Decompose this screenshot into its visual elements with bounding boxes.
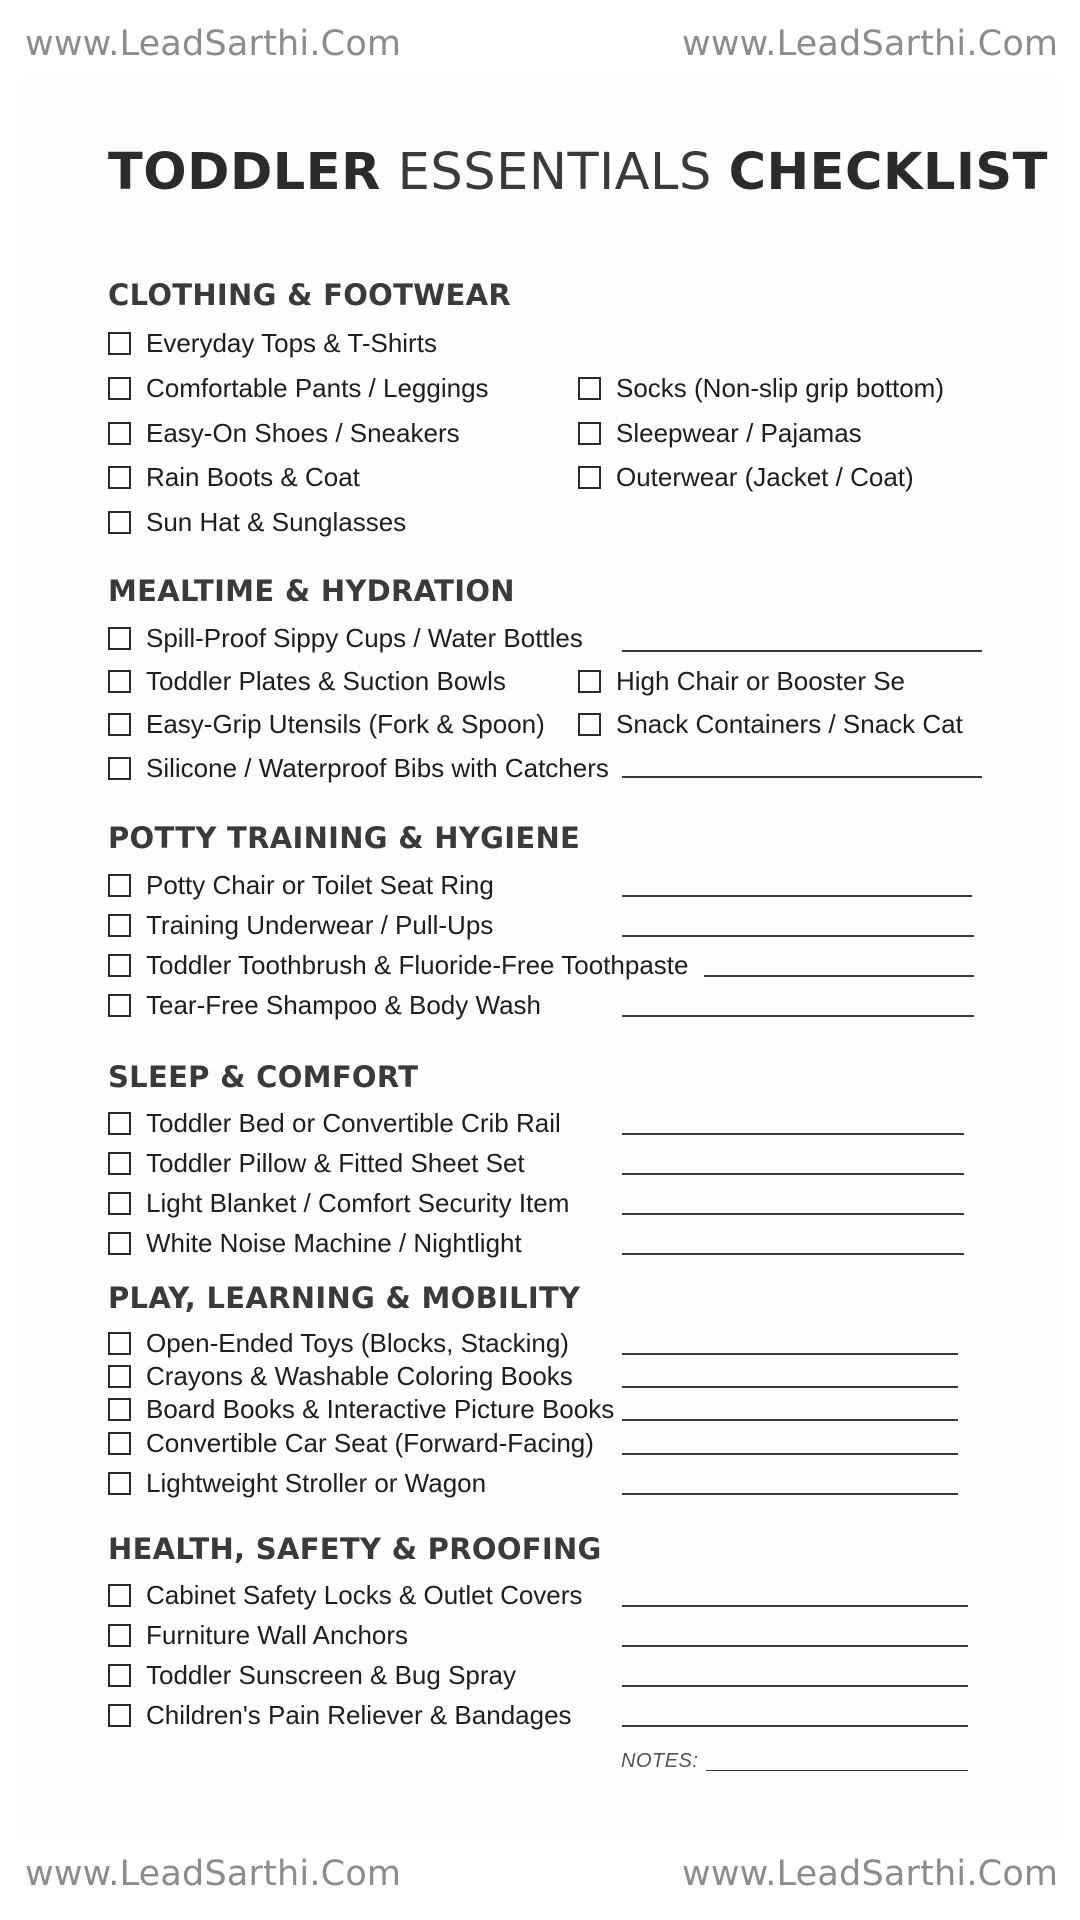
item-label: Comfortable Pants / Leggings: [146, 373, 489, 403]
item-label: Outerwear (Jacket / Coat): [616, 462, 914, 492]
checkbox[interactable]: [108, 466, 131, 489]
write-in-line: [622, 1725, 968, 1727]
checkbox[interactable]: [108, 1112, 131, 1135]
write-in-line: [622, 1453, 958, 1455]
checkbox[interactable]: [108, 1472, 131, 1495]
checklist-item[interactable]: [108, 1700, 572, 1731]
item-label: Cabinet Safety Locks & Outlet Covers: [146, 1580, 583, 1610]
item-label: Snack Containers / Snack Cat: [616, 709, 963, 739]
section-heading-clothing: CLOTHING & FOOTWEAR: [108, 278, 511, 312]
section-heading-health: HEALTH, SAFETY & PROOFING: [108, 1532, 602, 1566]
write-in-line: [622, 1386, 958, 1388]
section-heading-play: PLAY, LEARNING & MOBILITY: [108, 1281, 581, 1315]
checkbox[interactable]: [108, 627, 131, 650]
item-label: Socks (Non-slip grip bottom): [616, 373, 944, 403]
checklist-item[interactable]: [108, 328, 437, 359]
notes-label: NOTES:: [621, 1750, 699, 1772]
checkbox[interactable]: [108, 1365, 131, 1388]
title-part-essentials: ESSENTIALS: [380, 143, 729, 202]
checklist-item[interactable]: [108, 373, 489, 404]
checklist-item[interactable]: [108, 1580, 582, 1611]
checklist-item[interactable]: [578, 709, 963, 740]
checklist-item[interactable]: [578, 462, 914, 493]
checklist-item[interactable]: [578, 373, 944, 404]
checkbox[interactable]: [108, 1432, 131, 1455]
item-label: Everyday Tops & T-Shirts: [146, 328, 437, 358]
notes-line[interactable]: [706, 1770, 968, 1771]
checklist-item[interactable]: [108, 1328, 569, 1359]
item-label: Tear-Free Shampoo & Body Wash: [146, 990, 541, 1020]
item-label: Easy-Grip Utensils (Fork & Spoon): [146, 709, 545, 739]
checkbox[interactable]: [108, 994, 131, 1017]
item-label: Rain Boots & Coat: [146, 462, 360, 492]
checklist-item[interactable]: [578, 418, 862, 449]
item-label: Children's Pain Reliever & Bandages: [146, 1700, 572, 1730]
checkbox[interactable]: [108, 1398, 131, 1421]
item-label: Training Underwear / Pull-Ups: [146, 910, 494, 940]
item-label: Potty Chair or Toilet Seat Ring: [146, 870, 494, 900]
write-in-line: [622, 1493, 958, 1495]
checkbox[interactable]: [578, 422, 601, 445]
checkbox[interactable]: [108, 332, 131, 355]
write-in-line: [622, 1213, 964, 1215]
checkbox[interactable]: [108, 1584, 131, 1607]
item-label: Toddler Pillow & Fitted Sheet Set: [146, 1148, 525, 1178]
checkbox[interactable]: [108, 713, 131, 736]
checklist-item[interactable]: [108, 418, 460, 449]
checkbox[interactable]: [108, 1624, 131, 1647]
checklist-item[interactable]: [108, 462, 360, 493]
checkbox[interactable]: [108, 511, 131, 534]
watermark-top-right: www.LeadSarthi.Com: [682, 24, 1059, 64]
write-in-line: [622, 1353, 958, 1355]
item-label: Toddler Toothbrush & Fluoride-Free Toothpaste: [146, 950, 689, 980]
checkbox[interactable]: [108, 1192, 131, 1215]
write-in-line: [622, 935, 974, 937]
checkbox[interactable]: [108, 757, 131, 780]
checklist-item[interactable]: [108, 1188, 569, 1219]
checkbox[interactable]: [578, 377, 601, 400]
checklist-item[interactable]: [108, 1361, 573, 1392]
page-title: [108, 143, 1048, 202]
item-label: Toddler Sunscreen & Bug Spray: [146, 1660, 516, 1690]
checkbox[interactable]: [108, 1232, 131, 1255]
title-part-toddler: TODDLER: [108, 143, 381, 202]
section-heading-sleep: SLEEP & COMFORT: [108, 1060, 419, 1094]
checklist-item[interactable]: [108, 910, 493, 941]
checklist-item[interactable]: [108, 666, 506, 697]
item-label: Spill-Proof Sippy Cups / Water Bottles: [146, 623, 583, 653]
item-label: Sun Hat & Sunglasses: [146, 507, 407, 537]
item-label: Sleepwear / Pajamas: [616, 418, 862, 448]
checkbox[interactable]: [578, 713, 601, 736]
checkbox[interactable]: [578, 466, 601, 489]
checkbox[interactable]: [108, 1704, 131, 1727]
checklist-item[interactable]: [108, 1660, 516, 1691]
write-in-line: [622, 1173, 964, 1175]
item-label: Furniture Wall Anchors: [146, 1620, 409, 1650]
checklist-item[interactable]: [108, 1394, 614, 1425]
write-in-line: [622, 650, 982, 652]
checkbox[interactable]: [108, 914, 131, 937]
checklist-item[interactable]: [108, 709, 545, 740]
checklist-item[interactable]: [108, 1468, 486, 1499]
item-label: Light Blanket / Comfort Security Item: [146, 1188, 570, 1218]
checkbox[interactable]: [108, 1332, 131, 1355]
item-label: Crayons & Washable Coloring Books: [146, 1361, 573, 1391]
item-label: Silicone / Waterproof Bibs with Catchers: [146, 753, 609, 783]
checklist-item[interactable]: [108, 507, 406, 538]
title-part-checklist: CHECKLIST: [728, 143, 1048, 202]
checkbox[interactable]: [108, 1664, 131, 1687]
watermark-top-left: www.LeadSarthi.Com: [25, 24, 402, 64]
checklist-item[interactable]: [578, 666, 905, 697]
checkbox[interactable]: [578, 670, 601, 693]
write-in-line: [622, 776, 982, 778]
checkbox[interactable]: [108, 670, 131, 693]
write-in-line: [622, 1645, 968, 1647]
checklist-item[interactable]: [108, 1148, 525, 1179]
write-in-line: [622, 1133, 964, 1135]
write-in-line: [622, 1015, 974, 1017]
write-in-line: [622, 1685, 968, 1687]
checkbox[interactable]: [108, 954, 131, 977]
checkbox[interactable]: [108, 377, 131, 400]
write-in-line: [622, 1253, 964, 1255]
checkbox[interactable]: [108, 1152, 131, 1175]
write-in-line: [622, 895, 972, 897]
item-label: High Chair or Booster Se: [616, 666, 906, 696]
checklist-item[interactable]: [108, 1108, 561, 1139]
watermark-bottom-right: www.LeadSarthi.Com: [682, 1854, 1059, 1894]
checklist-item[interactable]: [108, 870, 494, 901]
checklist-item[interactable]: [108, 623, 583, 654]
item-label: Lightweight Stroller or Wagon: [146, 1468, 487, 1498]
item-label: Board Books & Interactive Picture Books: [146, 1394, 615, 1424]
checkbox[interactable]: [108, 874, 131, 897]
checklist-item[interactable]: [108, 950, 688, 981]
write-in-line: [622, 1605, 968, 1607]
item-label: Toddler Bed or Convertible Crib Rail: [146, 1108, 561, 1138]
checklist-item[interactable]: [108, 1228, 522, 1259]
item-label: Toddler Plates & Suction Bowls: [146, 666, 506, 696]
watermark-bottom-left: www.LeadSarthi.Com: [25, 1854, 402, 1894]
item-label: Easy-On Shoes / Sneakers: [146, 418, 460, 448]
checklist-item[interactable]: [108, 753, 609, 784]
item-label: Convertible Car Seat (Forward-Facing): [146, 1428, 594, 1458]
write-in-line: [622, 1419, 958, 1421]
checklist-item[interactable]: [108, 1428, 594, 1459]
checkbox[interactable]: [108, 422, 131, 445]
checklist-item[interactable]: [108, 1620, 408, 1651]
section-heading-mealtime: MEALTIME & HYDRATION: [108, 574, 515, 608]
item-label: Open-Ended Toys (Blocks, Stacking): [146, 1328, 569, 1358]
checklist-item[interactable]: [108, 990, 541, 1021]
write-in-line: [704, 975, 974, 977]
section-heading-potty: POTTY TRAINING & HYGIENE: [108, 821, 581, 855]
item-label: White Noise Machine / Nightlight: [146, 1228, 522, 1258]
